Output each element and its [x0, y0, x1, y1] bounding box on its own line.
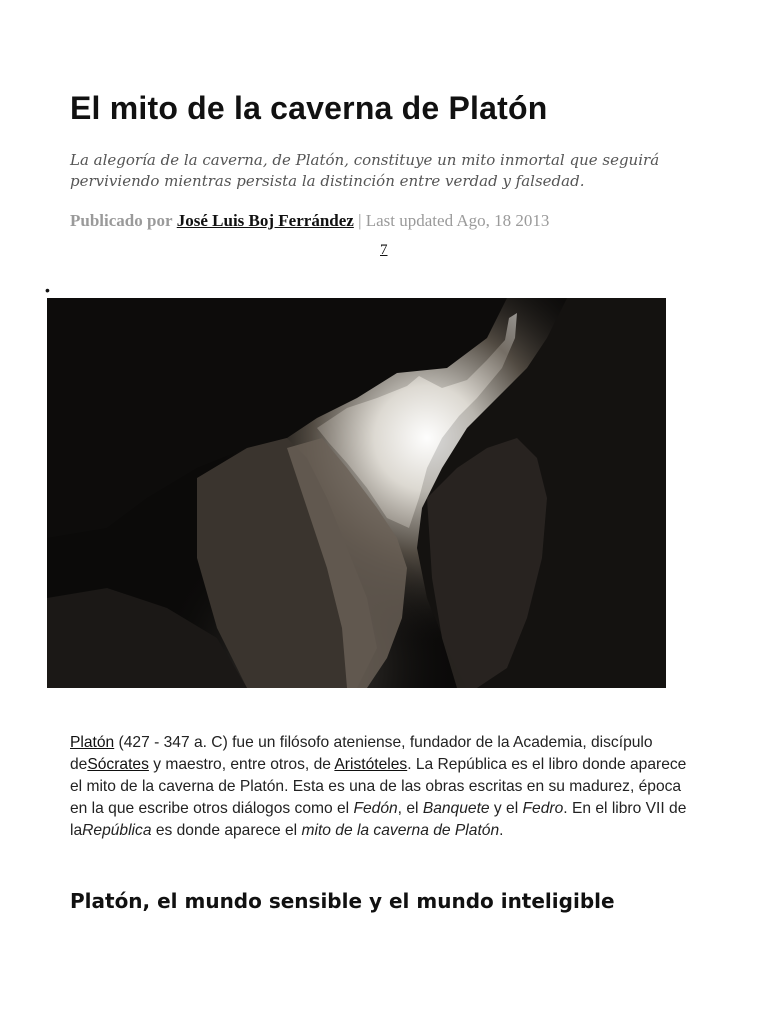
paragraph-text: (427 - 347 a. C) fue un filósofo ateniense, fundador de la Academia, discípulo de — [70, 734, 653, 773]
republica-title: República — [82, 822, 152, 839]
comment-count-link[interactable]: 7 — [380, 242, 388, 258]
list-bullet: • — [45, 282, 50, 298]
mito-title: mito de la caverna de Platón — [301, 822, 500, 839]
last-updated: Last updated Ago, 18 2013 — [365, 211, 550, 230]
paragraph-text: , el — [397, 800, 423, 817]
paragraph-text: es donde aparece el — [151, 822, 302, 839]
paragraph-text: . En el libro VII de la — [70, 800, 687, 839]
article-title: El mito de la caverna de Platón — [70, 90, 548, 126]
aristoteles-link[interactable]: Aristóteles — [334, 756, 408, 773]
article-subtitle: La alegoría de la caverna, de Platón, constituye un mito inmortal que seguirá perviviendo mientras persista la distinción entre verdad y falsedad. — [70, 151, 660, 190]
published-by-label: Publicado por — [70, 211, 173, 230]
cave-photo-icon — [47, 298, 666, 688]
platon-link[interactable]: Platón — [70, 734, 115, 751]
paragraph-text: y el — [489, 800, 523, 817]
paragraph-text: . — [499, 822, 504, 839]
author-link[interactable]: José Luis Boj Ferrández — [176, 211, 354, 230]
section-heading: Platón, el mundo sensible y el mundo inteligible — [70, 889, 615, 913]
intro-paragraph — [70, 732, 690, 842]
fedro-title: Fedro — [522, 800, 564, 817]
fedon-title: Fedón — [353, 800, 398, 817]
paragraph-text: y maestro, entre otros, de — [148, 756, 335, 773]
article-meta — [70, 211, 549, 231]
meta-separator: | — [353, 211, 366, 230]
banquete-title: Banquete — [422, 800, 490, 817]
paragraph-text: . La República es el libro donde aparece el mito de la caverna de Platón. Esta es una de las obras escritas en su madurez, época en la que escribe otros diálogos como el — [70, 756, 687, 817]
socrates-link[interactable]: Sócrates — [87, 756, 149, 773]
